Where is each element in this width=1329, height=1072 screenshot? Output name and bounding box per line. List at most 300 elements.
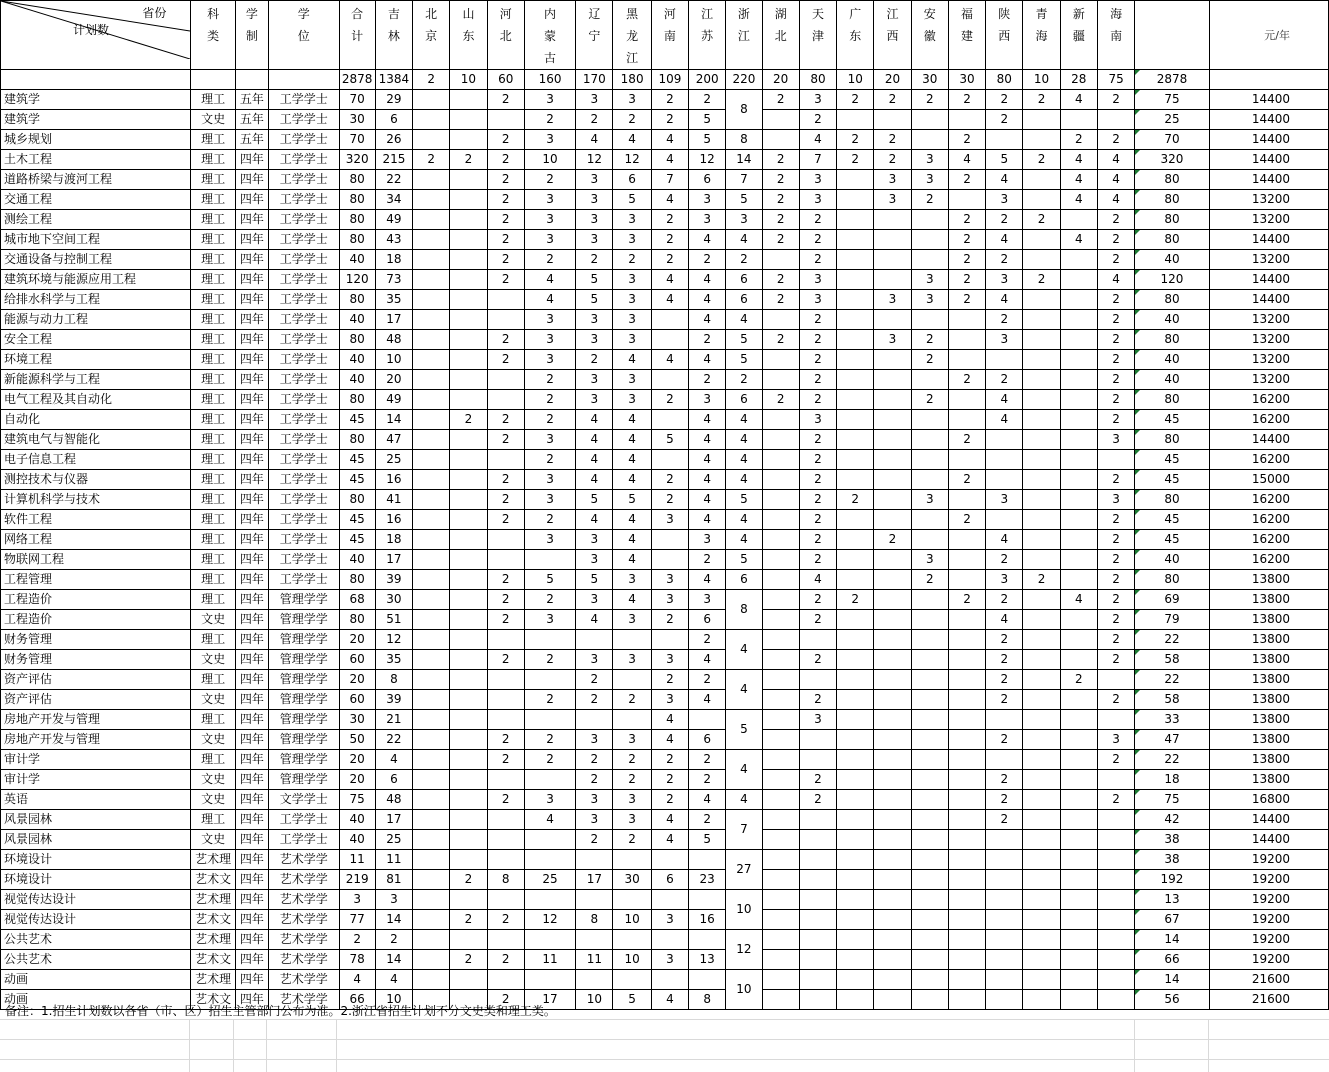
- province-cell-16: 2: [986, 90, 1023, 110]
- major-name: 工程造价: [1, 590, 191, 610]
- row-total-value: 79: [1164, 612, 1180, 626]
- province-cell-8: 8: [689, 990, 726, 1010]
- province-cell-4: 4: [524, 290, 575, 310]
- province-cell-8: 2: [689, 250, 726, 270]
- province-cell-18: [1060, 530, 1097, 550]
- major-name: 测绘工程: [1, 210, 191, 230]
- province-cell-19: 2: [1097, 310, 1134, 330]
- totals-row: [1, 70, 1329, 90]
- header-province-18: 新 疆: [1060, 1, 1097, 70]
- province-cell-11: 2: [799, 230, 836, 250]
- fee-cell: 13800: [1209, 710, 1328, 730]
- province-cell-9: 14: [726, 150, 762, 170]
- major-name: 交通设备与控制工程: [1, 250, 191, 270]
- province-cell-17: [1023, 590, 1060, 610]
- province-cell-17: [1023, 810, 1060, 830]
- table-row: [1, 910, 1329, 930]
- province-cell-16: 2: [986, 730, 1023, 750]
- province-cell-19: 2: [1097, 690, 1134, 710]
- fee-cell: 13800: [1209, 690, 1328, 710]
- province-cell-11: [799, 970, 836, 990]
- province-cell-2: [450, 690, 487, 710]
- province-cell-19: 2: [1097, 390, 1134, 410]
- row-total-value: 80: [1164, 572, 1180, 586]
- row-total-value: 192: [1160, 872, 1184, 886]
- table-row: [1, 510, 1329, 530]
- province-cell-14: [911, 690, 948, 710]
- heji-cell: 80: [339, 230, 375, 250]
- number-as-text-indicator-icon: [1135, 730, 1140, 735]
- province-cell-17: [1023, 130, 1060, 150]
- province-cell-6: 2: [613, 250, 651, 270]
- major-name: 能源与动力工程: [1, 310, 191, 330]
- xuewei-cell: 工学学士: [269, 270, 340, 290]
- province-cell-2: [450, 210, 487, 230]
- table-row: [1, 430, 1329, 450]
- province-cell-17: [1023, 110, 1060, 130]
- province-cell-13: 3: [874, 330, 911, 350]
- province-cell-8: 4: [689, 470, 726, 490]
- xuewei-cell: 艺术学学: [269, 890, 340, 910]
- header-province-13: 江 西: [874, 1, 911, 70]
- row-total-value: 75: [1164, 92, 1180, 106]
- header-province-19: 海 南: [1097, 1, 1134, 70]
- xuewei-cell: 管理学学: [269, 610, 340, 630]
- province-cell-6: 4: [613, 430, 651, 450]
- province-cell-12: 2: [837, 590, 874, 610]
- province-cell-17: 2: [1023, 270, 1060, 290]
- province-cell-16: [986, 510, 1023, 530]
- number-as-text-indicator-icon: [1135, 590, 1140, 595]
- province-cell-17: [1023, 450, 1060, 470]
- totals-province-4: 160: [524, 70, 575, 90]
- xuewei-cell: 工学学士: [269, 330, 340, 350]
- province-cell-17: 2: [1023, 90, 1060, 110]
- province-cell-14: [911, 670, 948, 690]
- row-total-value: 120: [1160, 272, 1184, 286]
- table-row: [1, 710, 1329, 730]
- province-cell-14: [911, 630, 948, 650]
- province-cell-0: 47: [375, 430, 412, 450]
- province-cell-14: 3: [911, 170, 948, 190]
- fee-cell: 13800: [1209, 590, 1328, 610]
- table-row: [1, 590, 1329, 610]
- province-cell-0: 16: [375, 510, 412, 530]
- province-cell-7: 3: [651, 950, 688, 970]
- province-cell-11: 2: [799, 530, 836, 550]
- province-cell-10: [762, 870, 799, 890]
- province-cell-15: 2: [948, 170, 985, 190]
- province-cell-17: [1023, 850, 1060, 870]
- province-cell-9: 12: [726, 930, 762, 970]
- province-cell-19: [1097, 830, 1134, 850]
- province-cell-13: [874, 910, 911, 930]
- xuezhi-cell: 四年: [235, 530, 268, 550]
- province-cell-14: [911, 610, 948, 630]
- province-cell-4: 3: [524, 330, 575, 350]
- province-cell-15: 2: [948, 290, 985, 310]
- kelei-cell: 理工: [191, 170, 235, 190]
- row-total-cell: [1135, 470, 1210, 490]
- province-cell-17: [1023, 430, 1060, 450]
- totals-province-1: 2: [413, 70, 450, 90]
- province-cell-7: 4: [651, 150, 688, 170]
- province-cell-18: [1060, 850, 1097, 870]
- province-cell-15: [948, 350, 985, 370]
- province-cell-12: [837, 550, 874, 570]
- xuezhi-cell: 四年: [235, 970, 268, 990]
- totals-province-17: 10: [1023, 70, 1060, 90]
- province-cell-9: 5: [726, 190, 762, 210]
- kelei-cell: 理工: [191, 810, 235, 830]
- province-cell-13: [874, 610, 911, 630]
- province-cell-5: 3: [576, 90, 613, 110]
- number-as-text-indicator-icon: [1135, 750, 1140, 755]
- province-cell-8: 2: [689, 330, 726, 350]
- province-cell-18: 4: [1060, 90, 1097, 110]
- province-cell-3: [487, 550, 524, 570]
- province-cell-4: 5: [524, 570, 575, 590]
- province-cell-2: [450, 710, 487, 730]
- province-cell-10: [762, 710, 799, 730]
- header-province-4: 内 蒙 古: [524, 1, 575, 70]
- province-cell-18: 4: [1060, 230, 1097, 250]
- province-cell-5: 3: [576, 330, 613, 350]
- number-as-text-indicator-icon: [1135, 530, 1140, 535]
- kelei-cell: 艺术文: [191, 870, 235, 890]
- province-cell-9: 5: [726, 330, 762, 350]
- province-cell-0: 215: [375, 150, 412, 170]
- row-total-value: 25: [1164, 112, 1180, 126]
- province-cell-12: [837, 610, 874, 630]
- province-cell-15: [948, 710, 985, 730]
- fee-cell: 21600: [1209, 970, 1328, 990]
- province-cell-2: [450, 230, 487, 250]
- province-cell-10: [762, 970, 799, 990]
- heji-cell: 66: [339, 990, 375, 1010]
- province-cell-2: [450, 250, 487, 270]
- fee-cell: 13800: [1209, 670, 1328, 690]
- province-cell-12: [837, 890, 874, 910]
- province-cell-8: [689, 890, 726, 910]
- number-as-text-indicator-icon: [1135, 890, 1140, 895]
- province-cell-16: 2: [986, 310, 1023, 330]
- table-row: [1, 410, 1329, 430]
- province-cell-13: [874, 690, 911, 710]
- province-cell-11: 2: [799, 350, 836, 370]
- province-cell-14: [911, 650, 948, 670]
- province-cell-13: [874, 950, 911, 970]
- province-cell-6: 2: [613, 750, 651, 770]
- header-heji: 合 计: [339, 1, 375, 70]
- province-cell-12: [837, 330, 874, 350]
- row-total-value: 13: [1164, 892, 1180, 906]
- province-cell-8: 12: [689, 150, 726, 170]
- province-cell-14: [911, 970, 948, 990]
- province-cell-8: 23: [689, 870, 726, 890]
- province-cell-1: [413, 250, 450, 270]
- number-as-text-indicator-icon: [1135, 170, 1140, 175]
- kelei-cell: 理工: [191, 530, 235, 550]
- province-cell-6: 3: [613, 610, 651, 630]
- province-cell-0: 14: [375, 410, 412, 430]
- province-cell-16: 4: [986, 290, 1023, 310]
- row-total-cell: [1135, 650, 1210, 670]
- province-cell-18: [1060, 930, 1097, 950]
- province-cell-5: 12: [576, 150, 613, 170]
- row-total-value: 69: [1164, 592, 1180, 606]
- number-as-text-indicator-icon: [1135, 130, 1140, 135]
- province-cell-6: 4: [613, 410, 651, 430]
- header-province-3: 河 北: [487, 1, 524, 70]
- province-cell-4: 2: [524, 170, 575, 190]
- row-total-cell: [1135, 870, 1210, 890]
- province-cell-2: [450, 630, 487, 650]
- major-name: 动画: [1, 970, 191, 990]
- xuewei-cell: 艺术学学: [269, 990, 340, 1010]
- province-cell-1: [413, 730, 450, 750]
- province-cell-0: 49: [375, 210, 412, 230]
- province-cell-0: 43: [375, 230, 412, 250]
- province-cell-11: 2: [799, 430, 836, 450]
- province-cell-9: 4: [726, 750, 762, 790]
- province-cell-10: [762, 670, 799, 690]
- row-total-cell: [1135, 110, 1210, 130]
- province-cell-0: 22: [375, 170, 412, 190]
- xuezhi-cell: 四年: [235, 790, 268, 810]
- fee-cell: 19200: [1209, 870, 1328, 890]
- fee-cell: 14400: [1209, 430, 1328, 450]
- major-name: 交通工程: [1, 190, 191, 210]
- header-kelei: 科 类: [191, 1, 235, 70]
- row-total-value: 14: [1164, 932, 1180, 946]
- province-cell-2: [450, 310, 487, 330]
- xuezhi-cell: 四年: [235, 770, 268, 790]
- table-row: [1, 830, 1329, 850]
- province-cell-10: [762, 850, 799, 870]
- province-cell-8: 4: [689, 510, 726, 530]
- heji-cell: 80: [339, 430, 375, 450]
- province-cell-7: 3: [651, 570, 688, 590]
- province-cell-11: 3: [799, 270, 836, 290]
- province-cell-2: [450, 750, 487, 770]
- province-cell-2: [450, 810, 487, 830]
- province-cell-19: 4: [1097, 150, 1134, 170]
- province-cell-2: [450, 930, 487, 950]
- kelei-cell: 文史: [191, 790, 235, 810]
- province-cell-5: 3: [576, 230, 613, 250]
- province-cell-4: [524, 930, 575, 950]
- row-total-cell: [1135, 850, 1210, 870]
- header-province-2: 山 东: [450, 1, 487, 70]
- province-cell-3: 2: [487, 150, 524, 170]
- province-cell-18: 4: [1060, 190, 1097, 210]
- xuezhi-cell: 四年: [235, 510, 268, 530]
- province-cell-0: 14: [375, 910, 412, 930]
- xuewei-cell: 管理学学: [269, 730, 340, 750]
- province-cell-19: [1097, 450, 1134, 470]
- totals-province-18: 28: [1060, 70, 1097, 90]
- province-cell-7: 4: [651, 810, 688, 830]
- province-cell-18: 2: [1060, 130, 1097, 150]
- province-cell-3: 2: [487, 790, 524, 810]
- major-name: 公共艺术: [1, 950, 191, 970]
- province-cell-5: 11: [576, 950, 613, 970]
- row-total-cell: [1135, 390, 1210, 410]
- province-cell-16: 2: [986, 670, 1023, 690]
- row-total-value: 80: [1164, 292, 1180, 306]
- province-cell-19: [1097, 110, 1134, 130]
- province-cell-12: [837, 510, 874, 530]
- province-cell-14: [911, 230, 948, 250]
- province-cell-7: 3: [651, 650, 688, 670]
- province-cell-12: [837, 930, 874, 950]
- province-cell-16: 2: [986, 210, 1023, 230]
- province-cell-6: [613, 850, 651, 870]
- province-cell-17: [1023, 930, 1060, 950]
- province-cell-2: [450, 390, 487, 410]
- row-total-cell: [1135, 190, 1210, 210]
- kelei-cell: 理工: [191, 310, 235, 330]
- province-cell-4: 3: [524, 210, 575, 230]
- major-name: 视觉传达设计: [1, 890, 191, 910]
- table-row: [1, 890, 1329, 910]
- province-cell-13: [874, 450, 911, 470]
- province-cell-7: 2: [651, 90, 688, 110]
- province-cell-1: [413, 530, 450, 550]
- province-cell-3: 2: [487, 610, 524, 630]
- province-cell-11: 2: [799, 550, 836, 570]
- province-cell-17: 2: [1023, 570, 1060, 590]
- province-cell-12: [837, 770, 874, 790]
- province-cell-19: 3: [1097, 490, 1134, 510]
- xuewei-cell: 工学学士: [269, 210, 340, 230]
- fee-cell: 16200: [1209, 410, 1328, 430]
- province-cell-3: 2: [487, 650, 524, 670]
- province-cell-10: [762, 610, 799, 630]
- province-cell-15: [948, 190, 985, 210]
- province-cell-3: 2: [487, 210, 524, 230]
- province-cell-3: 2: [487, 910, 524, 930]
- province-cell-17: [1023, 230, 1060, 250]
- province-cell-10: 2: [762, 290, 799, 310]
- province-cell-10: [762, 650, 799, 670]
- row-total-cell: [1135, 410, 1210, 430]
- province-cell-13: [874, 570, 911, 590]
- province-cell-13: [874, 550, 911, 570]
- xuezhi-cell: 四年: [235, 210, 268, 230]
- row-total-value: 22: [1164, 632, 1180, 646]
- province-cell-2: 2: [450, 410, 487, 430]
- kelei-cell: 文史: [191, 830, 235, 850]
- totals-province-19: 75: [1097, 70, 1134, 90]
- province-cell-11: 7: [799, 150, 836, 170]
- heji-cell: 30: [339, 710, 375, 730]
- xuezhi-cell: 四年: [235, 710, 268, 730]
- kelei-cell: 理工: [191, 670, 235, 690]
- province-cell-1: [413, 850, 450, 870]
- province-cell-18: [1060, 310, 1097, 330]
- province-cell-10: [762, 950, 799, 970]
- province-cell-14: [911, 530, 948, 550]
- province-cell-6: 3: [613, 390, 651, 410]
- province-cell-12: [837, 850, 874, 870]
- row-total-cell: [1135, 130, 1210, 150]
- number-as-text-indicator-icon: [1135, 770, 1140, 775]
- diagonal-label-province: 省份: [142, 6, 167, 20]
- row-total-value: 45: [1164, 472, 1180, 486]
- xuewei-cell: 工学学士: [269, 190, 340, 210]
- province-cell-8: 4: [689, 450, 726, 470]
- province-cell-10: [762, 130, 799, 150]
- xuezhi-cell: 四年: [235, 550, 268, 570]
- heji-cell: 60: [339, 690, 375, 710]
- row-total-value: 80: [1164, 212, 1180, 226]
- province-cell-12: 2: [837, 150, 874, 170]
- province-cell-7: [651, 630, 688, 650]
- province-cell-18: [1060, 250, 1097, 270]
- province-cell-9: 8: [726, 90, 762, 130]
- province-cell-8: 5: [689, 110, 726, 130]
- province-cell-16: 2: [986, 110, 1023, 130]
- province-cell-7: [651, 310, 688, 330]
- province-cell-12: [837, 910, 874, 930]
- province-cell-0: 3: [375, 890, 412, 910]
- province-cell-8: 6: [689, 730, 726, 750]
- province-cell-7: [651, 370, 688, 390]
- province-cell-11: [799, 750, 836, 770]
- province-cell-18: [1060, 490, 1097, 510]
- province-cell-17: [1023, 670, 1060, 690]
- row-total-value: 58: [1164, 652, 1180, 666]
- major-name: 电子信息工程: [1, 450, 191, 470]
- province-cell-1: [413, 110, 450, 130]
- province-cell-11: 3: [799, 290, 836, 310]
- footnote: 备注：1.招生计划数以各省（市、区）招生主管部门公布为准。2.浙江省招生计划不分文史类和理工类。: [5, 1004, 556, 1018]
- province-cell-16: [986, 910, 1023, 930]
- province-cell-3: 2: [487, 750, 524, 770]
- kelei-cell: 理工: [191, 430, 235, 450]
- row-total-cell: [1135, 610, 1210, 630]
- province-cell-10: [762, 690, 799, 710]
- province-cell-7: [651, 450, 688, 470]
- province-cell-16: 3: [986, 330, 1023, 350]
- province-cell-6: [613, 670, 651, 690]
- province-cell-7: [651, 550, 688, 570]
- province-cell-2: [450, 890, 487, 910]
- province-cell-18: [1060, 870, 1097, 890]
- province-cell-11: [799, 730, 836, 750]
- heji-cell: 50: [339, 730, 375, 750]
- table-row: [1, 550, 1329, 570]
- province-cell-18: [1060, 750, 1097, 770]
- province-cell-13: [874, 430, 911, 450]
- row-total-value: 80: [1164, 432, 1180, 446]
- province-cell-4: [524, 710, 575, 730]
- kelei-cell: 理工: [191, 410, 235, 430]
- major-name: 测控技术与仪器: [1, 470, 191, 490]
- province-cell-16: 2: [986, 810, 1023, 830]
- province-cell-16: [986, 930, 1023, 950]
- province-cell-3: 2: [487, 90, 524, 110]
- province-cell-15: [948, 970, 985, 990]
- province-cell-15: [948, 750, 985, 770]
- table-row: [1, 690, 1329, 710]
- row-total-cell: [1135, 250, 1210, 270]
- province-cell-18: [1060, 270, 1097, 290]
- province-cell-11: 2: [799, 470, 836, 490]
- xuewei-cell: 工学学士: [269, 470, 340, 490]
